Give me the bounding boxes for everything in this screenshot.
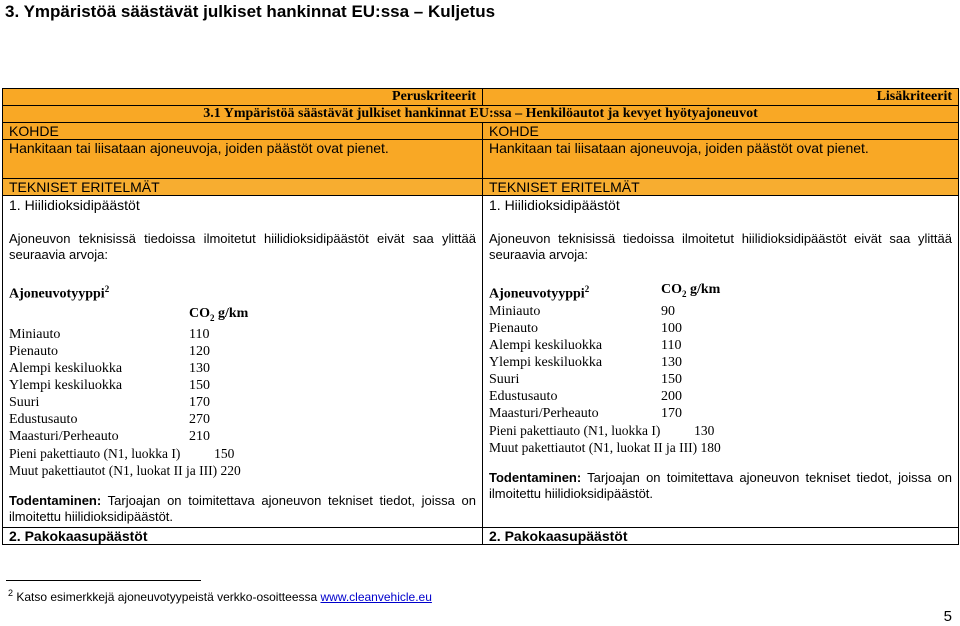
table-row: Edustusauto 200 bbox=[489, 388, 682, 404]
table-row: Alempi keskiluokka 110 bbox=[489, 337, 682, 353]
left-vehicle-table bbox=[9, 305, 248, 446]
kohde-label-right: KOHDE bbox=[483, 123, 959, 140]
left-intro: Ajoneuvon teknisissä tiedoissa ilmoitetut hiilidioksidipäästöt eivät saa ylittää seuraavia arvoja: bbox=[9, 231, 476, 262]
tek-label-left: TEKNISET ERITELMÄT bbox=[3, 179, 483, 196]
section-title: 3.1 Ympäristöä säästävät julkiset hankinnat EU:ssa – Henkilöautot ja kevyet hyötyajoneuvot bbox=[3, 106, 959, 123]
cleanvehicle-link[interactable]: www.cleanvehicle.eu bbox=[320, 590, 432, 604]
right-extra2: Muut pakettiautot (N1, luokat II ja III) 180 bbox=[489, 439, 721, 455]
kohde-text-left: Hankitaan tai liisataan ajoneuvoja, joiden päästöt ovat pienet. bbox=[3, 140, 483, 179]
right-column bbox=[483, 196, 959, 528]
right-section1: 1. Hiilidioksidipäästöt bbox=[489, 197, 620, 213]
right-vehicle-table bbox=[489, 281, 720, 422]
table-row: Suuri 170 bbox=[9, 395, 210, 411]
basic-criteria-header: Peruskriteerit bbox=[3, 89, 483, 106]
tek-label-right: TEKNISET ERITELMÄT bbox=[483, 179, 959, 196]
kohde-text-right: Hankitaan tai liisataan ajoneuvoja, joiden päästöt ovat pienet. bbox=[483, 140, 959, 179]
right-intro: Ajoneuvon teknisissä tiedoissa ilmoitetut hiilidioksidipäästöt eivät saa ylittää seuraavia arvoja: bbox=[489, 231, 952, 262]
table-row: Pienauto 120 bbox=[9, 344, 210, 360]
table-row: Maasturi/Perheauto 170 bbox=[489, 405, 682, 421]
left-extra1: Pieni pakettiauto (N1, luokka I) 150 bbox=[9, 446, 235, 462]
table-row: Ylempi keskiluokka 130 bbox=[489, 354, 682, 370]
criteria-table bbox=[2, 88, 959, 545]
right-section2: 2. Pakokaasupäästöt bbox=[483, 528, 959, 545]
left-section1: 1. Hiilidioksidipäästöt bbox=[9, 197, 140, 213]
left-extra2: Muut pakettiautot (N1, luokat II ja III) 220 bbox=[9, 463, 241, 479]
table-row: Miniauto 90 bbox=[489, 303, 675, 319]
footnote: $^2$ Katso esimerkkejä ajoneuvotyypeistä verkko-osoitteessa www.cleanvehicle.eu bbox=[8, 588, 432, 604]
left-verification: Todentaminen: Tarjoajan on toimitettava ajoneuvon tekniset tiedot, joissa on ilmoitettu hiilidioksidipäästöt. bbox=[9, 493, 476, 525]
table-row: Edustusauto 270 bbox=[9, 412, 210, 428]
table-row: Suuri 150 bbox=[489, 371, 682, 387]
page-number: 5 bbox=[943, 608, 952, 625]
page-heading: 3. Ympäristöä säästävät julkiset hankinnat EU:ssa – Kuljetus bbox=[5, 2, 496, 21]
footnote-divider bbox=[6, 580, 201, 581]
right-verification: Todentaminen: Tarjoajan on toimitettava ajoneuvon tekniset tiedot, joissa on ilmoitettu hiilidioksidipäästöt. bbox=[489, 469, 952, 501]
right-extra1: Pieni pakettiauto (N1, luokka I) 130 bbox=[489, 422, 715, 438]
kohde-label-left: KOHDE bbox=[3, 123, 483, 140]
table-row: Pienauto 100 bbox=[489, 320, 682, 336]
right-type-header: Ajoneuvotyyppi$^2$ bbox=[489, 284, 590, 302]
left-type-header: Ajoneuvotyyppi$^2$ bbox=[9, 284, 110, 302]
table-row: Maasturi/Perheauto 210 bbox=[9, 429, 210, 445]
table-row: Miniauto 110 bbox=[9, 327, 210, 343]
right-co2-header: $CO_2$ g/km bbox=[661, 282, 721, 299]
left-co2-header: $CO_2$ g/km bbox=[189, 305, 249, 323]
additional-criteria-header: Lisäkriteerit bbox=[483, 89, 959, 106]
left-column bbox=[3, 196, 483, 528]
table-row: Alempi keskiluokka 130 bbox=[9, 361, 210, 377]
table-row: Ylempi keskiluokka 150 bbox=[9, 378, 210, 394]
left-section2: 2. Pakokaasupäästöt bbox=[3, 528, 483, 545]
